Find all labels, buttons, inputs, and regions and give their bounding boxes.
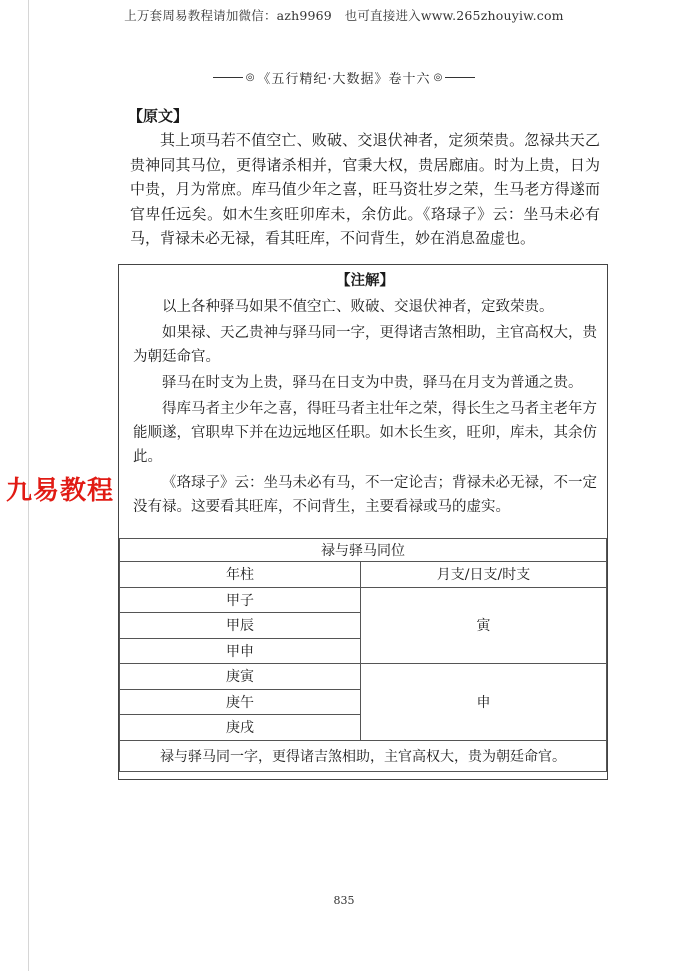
table-footer-note: 禄与驿马同一字，更得诸吉煞相助，主官高权大，贵为朝廷命官。 — [120, 740, 607, 771]
table-cell-year: 庚午 — [120, 689, 361, 715]
annotation-paragraph: 如果禄、天乙贵神与驿马同一字，更得诸吉煞相助，主官高权大，贵为朝廷命官。 — [133, 325, 597, 365]
table-cell-year: 甲子 — [120, 587, 361, 613]
annotation-paragraph: 得库马者主少年之喜，得旺马者主壮年之荣，得长生之马者主老年方能顺遂，官职卑下并在边远地区任职。如木长生亥，旺卯，库未，其余仿此。 — [133, 401, 597, 465]
original-heading: 【原文】 — [128, 107, 189, 125]
lu-yima-table — [119, 538, 607, 772]
top-note: 上万套周易教程请加微信：azh9969 也可直接进入www.265zhouyiw.com — [124, 8, 564, 23]
ornament-icon: ◎ — [245, 72, 255, 83]
running-head-rule-left — [213, 77, 243, 78]
annotation-paragraph: 以上各种驿马如果不值空亡、败破、交退伏神者，定致荣贵。 — [162, 299, 554, 315]
table-cell-year: 庚戌 — [120, 715, 361, 741]
table-cell-branch: 寅 — [361, 587, 607, 664]
table-cell-year: 甲辰 — [120, 613, 361, 639]
annotation-heading: 【注解】 — [336, 272, 394, 289]
table-header-year-pillar: 年柱 — [120, 562, 361, 588]
ornament-icon: ◎ — [433, 72, 443, 83]
annotation-content — [133, 269, 597, 521]
annotation-paragraph: 《珞琭子》云：坐马未必有马，不一定论吉；背禄未必无禄，不一定没有禄。这要看其旺库，不问背生，主要看禄或马的虚实。 — [133, 475, 597, 515]
page-number: 835 — [333, 894, 355, 907]
running-head-rule-right — [445, 77, 475, 78]
table-cell-year: 庚寅 — [120, 664, 361, 690]
running-head — [0, 68, 688, 87]
table-header-branches: 月支/日支/时支 — [361, 562, 607, 588]
table-cell-year: 甲申 — [120, 638, 361, 664]
annotation-box — [118, 264, 608, 780]
table-cell-branch: 申 — [361, 664, 607, 741]
watermark: 九易教程 — [6, 476, 115, 506]
running-head-title: 《五行精纪·大数据》卷十六 — [257, 72, 431, 87]
table-caption: 禄与驿马同位 — [120, 539, 607, 562]
annotation-paragraph: 驿马在时支为上贵，驿马在日支为中贵，驿马在月支为普通之贵。 — [162, 375, 583, 391]
original-paragraph: 其上项马若不值空亡、败破、交退伏神者，定须荣贵。忽禄共天乙贵神同其马位，更得诸杀相并，官秉大权，贵居廊庙。时为上贵，日为中贵，月为常庶。库马值少年之喜，旺马资壮岁之荣，生马老方得遂而官卑任远矣。如木生亥旺卯库未，余仿此。《珞琭子》云：坐马未必有马，背禄未必无禄，看其旺库，不问背生，妙在消息盈虚也。 — [130, 131, 600, 248]
original-text-section — [130, 104, 600, 250]
